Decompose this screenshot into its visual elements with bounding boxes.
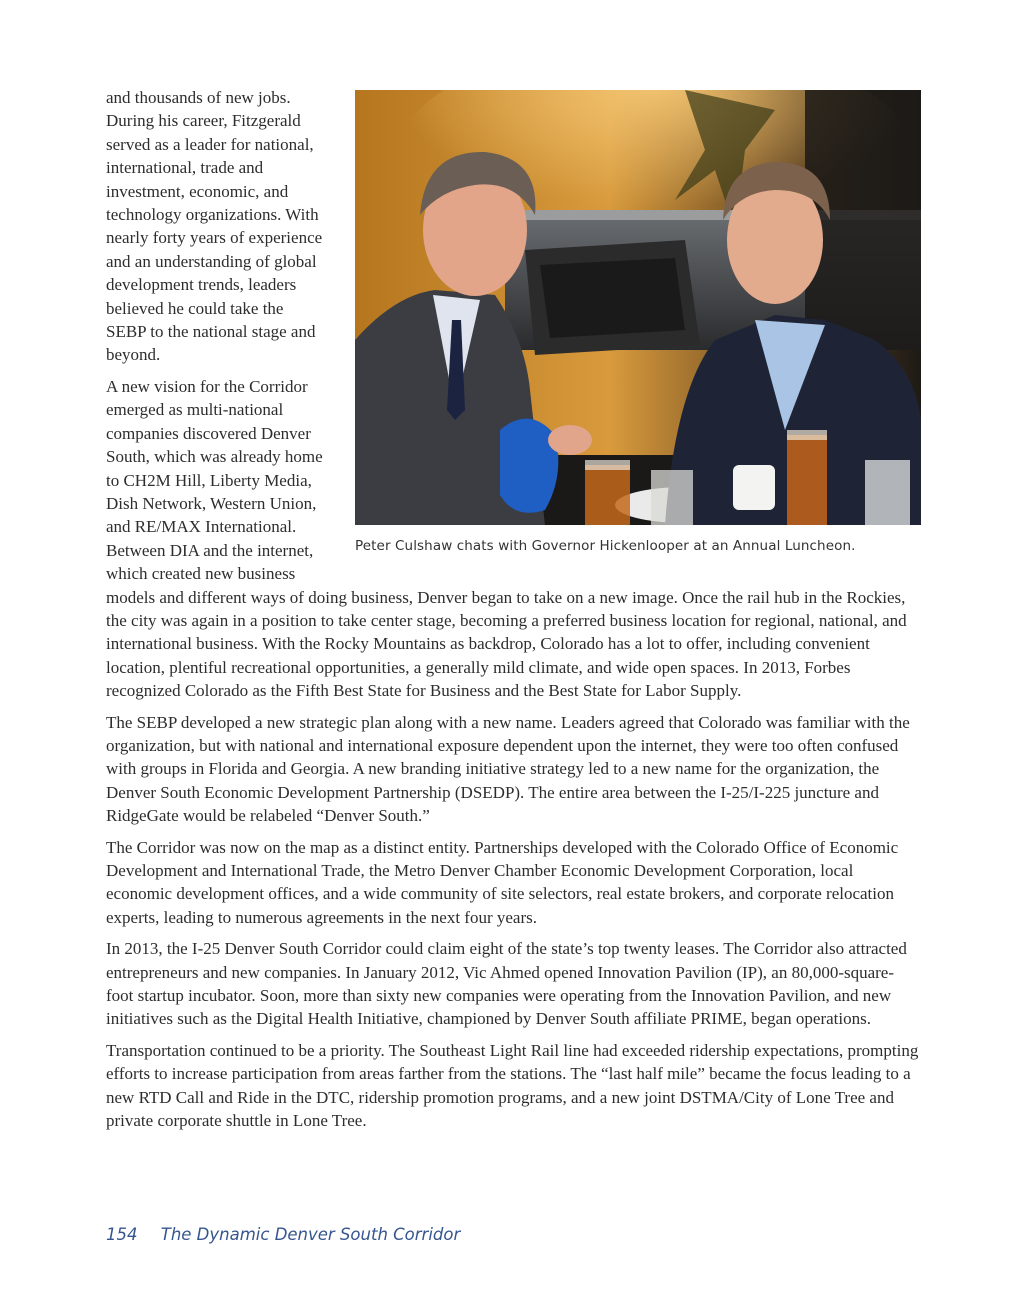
paragraph-4: The Corridor was now on the map as a distinct entity. Partnerships developed with the Colorado Office of Economic Development and International Trade, the Metro Denver Chamber Economic Development Corporation, local economic development offices, and a wide community of site selectors, real estate brokers, and corporate relocation experts, leading to numerous agreements in the next four years. — [106, 837, 899, 927]
paragraph-3: The SEBP developed a new strategic plan along with a new name. Leaders agreed that Colorado was familiar with the organization, but with national and international exposure dependent upon the internet, they were too often confused with groups in Florida and Georgia. A new branding initiative strategy led to a new name for the organization, the Denver South Economic Development Partnership (DSEDP). The entire area between the I-25/I-225 juncture and RidgeGate would be relabeled “Denver South.” — [106, 712, 910, 826]
paragraph-1: and thousands of new jobs. During his career, Fitzgerald served as a leader for national, international, trade and investment, economic, and technology organizations. With nearly forty years of experience and an understanding of global development trends, leaders believed he could take the SEBP to the national stage and beyond. — [106, 88, 323, 365]
photo-figure — [355, 90, 921, 555]
paragraph-6: Transportation continued to be a priority. The Southeast Light Rail line had exceeded ridership expectations, prompting efforts to increase participation from areas farther from the stations. The “last half mile” became the focus leading to a new RTD Call and Ride in the DTC, ridership promotion programs, and a new joint DSTMA/City of Lone Tree and private corporate shuttle in Lone Tree. — [106, 1040, 919, 1131]
paragraph-5: In 2013, the I-25 Denver South Corridor could claim eight of the state’s top twenty leases. The Corridor also attracted entrepreneurs and new companies. In January 2012, Vic Ahmed opened Innovation Pavilion (IP), an 80,000-square-foot startup incubator. Soon, more than sixty new companies were operating from the Innovation Pavilion, and new initiatives such as the Digital Health Initiative, championed by Denver South affiliate PRIME, began operations. — [106, 939, 907, 1029]
book-title: The Dynamic Denver South Corridor — [160, 1225, 461, 1244]
luncheon-photo — [355, 90, 921, 525]
paragraph-2: A new vision for the Corridor emerged as multi-national companies discovered Denver South, which was already home to CH2M Hill, Liberty Media, Dish Network, Western Union, and RE/MAX International. Between DIA and the internet, which created new business models and different ways of doing business, Denver began to take on a new image. Once the rail hub in the Rockies, the city was again in a position to take center stage, becoming a preferred business location for regional, national, and international business. With the Rocky Mountains as backdrop, Colorado has a lot to offer, including convenient location, plentiful recreational opportunities, a generally mild climate, and wide open spaces. In 2013, Forbes recognized Colorado as the Fifth Best State for Business and the Best State for Labor Supply. — [106, 376, 907, 701]
photo-caption: Peter Culshaw chats with Governor Hickenlooper at an Annual Luncheon. — [355, 538, 856, 554]
page-number: 154 — [106, 1225, 138, 1244]
body-text — [106, 86, 921, 1140]
page-footer — [106, 1225, 460, 1244]
